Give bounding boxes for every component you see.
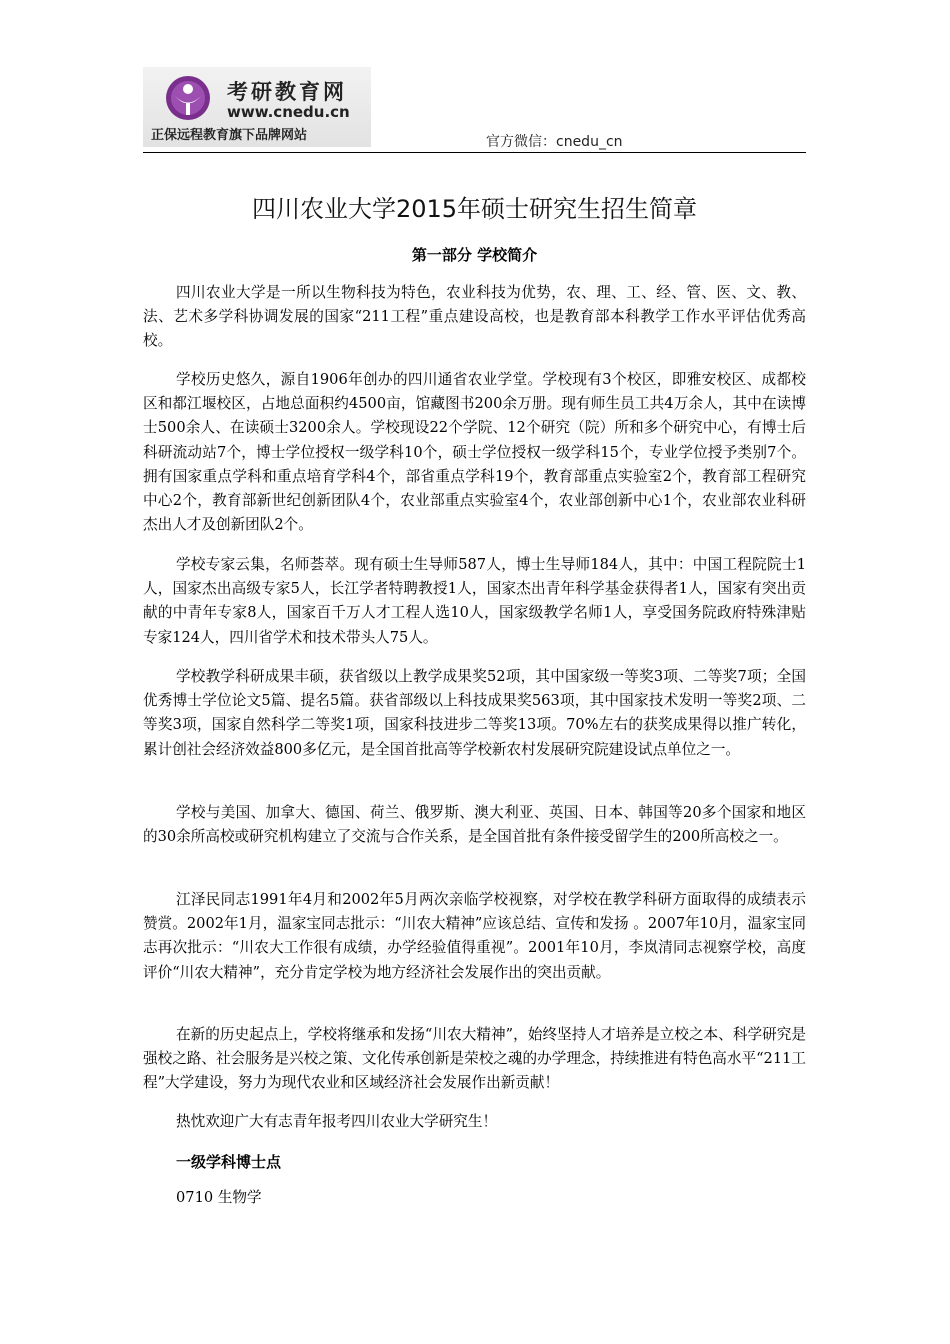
site-logo[interactable] (143, 67, 371, 147)
document-title: 四川农业大学2015年硕士研究生招生简章 (251, 195, 698, 223)
paragraph-history: 学校历史悠久，源自1906年创办的四川通省农业学堂。学校现有3个校区，即雅安校区、成都校区和都江堰校区，占地总面积约4500亩，馆藏图书200余万册。现有师生员工共4万余人，其中在读博士500余人、在读硕士3200余人。学校现设22个学院、12个研究（院）所和多个研究中心，有博士后科研流动站7个，博士学位授权一级学科10个，硕士学位授权一级学科15个，专业学位授予类别7个。拥有国家重点学科和重点培育学科4个，部省重点学科19个，教育部重点实验室2个，教育部工程研究中心2个，教育部新世纪创新团队4个，农业部重点实验室4个，农业部创新中心1个，农业部农业科研杰出人才及创新团队2个。 (143, 371, 806, 534)
paragraph-welcome: 热忱欢迎广大有志青年报考四川农业大学研究生！ (176, 1113, 498, 1130)
paragraph-faculty: 学校专家云集，名师荟萃。现有硕士生导师587人，博士生导师184人，其中：中国工程院院士1人，国家杰出高级专家5人，长江学者特聘教授1人，国家杰出青年科学基金获得者1人，国家有突出贡献的中青年专家8人，国家百千万人才工程人选10人，国家级教学名师1人，享受国务院政府特殊津贴专家124人，四川省学术和技术带头人75人。 (143, 556, 806, 646)
logo-url[interactable]: www.cnedu.cn (227, 103, 350, 121)
paragraph-intro: 四川农业大学是一所以生物科技为特色，农业科技为优势，农、理、工、经、管、医、文、教、法、艺术多学科协调发展的国家“211工程”重点建设高校，也是教育部本科教学工作水平评估优秀高校。 (143, 284, 806, 350)
section-title: 第一部分 学校简介 (411, 246, 538, 264)
doctoral-program-item: 0710 生物学 (176, 1189, 262, 1206)
paragraph-international: 学校与美国、加拿大、德国、荷兰、俄罗斯、澳大利亚、英国、日本、韩国等20多个国家和地区的30余所高校或研究机构建立了交流与合作关系，是全国首批有条件接受留学生的200所高校之一。 (143, 804, 806, 846)
paragraph-visits: 江泽民同志1991年4月和2002年5月两次亲临学校视察，对学校在教学科研方面取得的成绩表示赞赏。2002年1月，温家宝同志批示：“川农大精神”应该总结、宣传和发扬 。2007年10月，温家宝同志再次批示：“川农大工作很有成绩，办学经验值得重视”。2001年10月，李岚清同志视察学校，高度评价“川农大精神”，充分肯定学校为地方经济社会发展作出的突出贡献。 (143, 891, 806, 981)
wechat-account: 官方微信：cnedu_cn (486, 134, 623, 150)
doctoral-programs-heading: 一级学科博士点 (176, 1153, 282, 1171)
logo-title: 考研教育网 (227, 80, 347, 104)
person-logo-icon (165, 75, 211, 121)
header-divider (143, 152, 806, 153)
paragraph-mission: 在新的历史起点上，学校将继承和发扬“川农大精神”，始终坚持人才培养是立校之本、科学研究是强校之路、社会服务是兴校之策、文化传承创新是荣校之魂的办学理念，持续推进有特色高水平“211工程”大学建设，努力为现代农业和区域经济社会发展作出新贡献！ (143, 1026, 806, 1092)
logo-tagline: 正保远程教育旗下品牌网站 (151, 128, 308, 143)
paragraph-achievements: 学校教学科研成果丰硕，获省级以上教学成果奖52项，其中国家级一等奖3项、二等奖7项；全国优秀博士学位论文5篇、提名5篇。获省部级以上科技成果奖563项，其中国家技术发明一等奖2项、二等奖3项，国家自然科学二等奖1项，国家科技进步二等奖13项。70%左右的获奖成果得以推广转化，累计创社会经济效益800多亿元，是全国首批高等学校新农村发展研究院建设试点单位之一。 (143, 668, 806, 758)
